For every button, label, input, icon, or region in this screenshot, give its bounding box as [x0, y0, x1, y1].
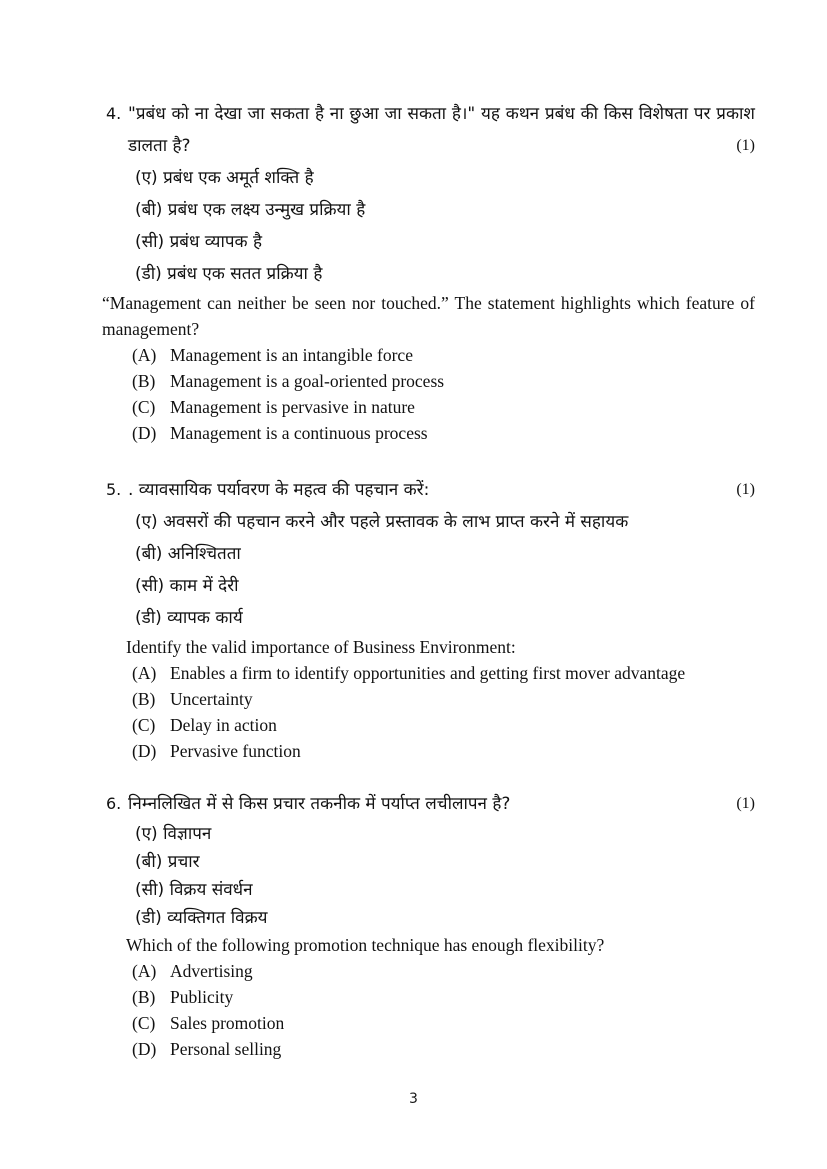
english-option-b — [132, 686, 755, 712]
option-label: (B) — [132, 689, 156, 709]
option-label: (C) — [132, 397, 156, 417]
hindi-options-list — [135, 506, 755, 634]
option-label: (A) — [132, 961, 157, 981]
question-number: 6. — [106, 794, 122, 813]
hindi-option-d: (डी) व्यक्तिगत विक्रय — [135, 908, 268, 928]
option-text: Enables a firm to identify opportunities and getting first mover advantage — [170, 663, 686, 683]
option-text: Uncertainty — [170, 689, 253, 709]
english-option-d — [132, 1036, 755, 1062]
option-text: Management is an intangible force — [170, 345, 413, 365]
question-block-5 — [106, 474, 755, 764]
question-4-header — [106, 98, 755, 162]
question-6-header — [106, 788, 755, 820]
hindi-option-d: (डी) व्यापक कार्य — [135, 608, 243, 628]
hindi-options-list — [135, 162, 755, 290]
option-text: Management is a continuous process — [170, 423, 428, 443]
option-label: (D) — [132, 423, 157, 443]
english-option-c — [132, 1010, 755, 1036]
question-text-english: Which of the following promotion technique has enough flexibility? — [126, 935, 605, 955]
hindi-option-c: (सी) काम में देरी — [135, 576, 239, 596]
hindi-options-list — [135, 820, 755, 932]
option-label: (B) — [132, 987, 156, 1007]
page-number: 3 — [409, 1091, 418, 1107]
question-marks: (1) — [736, 481, 755, 498]
option-label: (C) — [132, 1013, 156, 1033]
english-options-list — [132, 660, 755, 764]
question-text-hindi: . व्यावसायिक पर्यावरण के महत्व की पहचान करें: — [128, 480, 430, 500]
question-number: 4. — [106, 104, 122, 123]
english-option-c — [132, 394, 755, 420]
option-text: Sales promotion — [170, 1013, 285, 1033]
english-option-b — [132, 368, 755, 394]
english-option-c — [132, 712, 755, 738]
english-option-a — [132, 342, 755, 368]
hindi-option-c: (सी) प्रबंध व्यापक है — [135, 232, 263, 252]
option-text: Delay in action — [170, 715, 277, 735]
option-label: (B) — [132, 371, 156, 391]
option-text: Advertising — [170, 961, 253, 981]
hindi-option-a: (ए) प्रबंध एक अमूर्त शक्ति है — [135, 168, 314, 188]
option-text: Publicity — [170, 987, 234, 1007]
hindi-option-c: (सी) विक्रय संवर्धन — [135, 880, 253, 900]
question-block-6 — [106, 788, 755, 1062]
option-label: (D) — [132, 1039, 157, 1059]
hindi-option-d: (डी) प्रबंध एक सतत प्रक्रिया है — [135, 264, 323, 284]
hindi-option-b: (बी) प्रचार — [135, 852, 200, 872]
question-block-4 — [102, 98, 755, 446]
english-option-d — [132, 420, 755, 446]
question-text-english: Identify the valid importance of Business Environment: — [126, 637, 516, 657]
question-text-english: “Management can neither be seen nor touched.” The statement highlights which feature of management? — [102, 293, 755, 339]
hindi-option-b: (बी) अनिश्चितता — [135, 544, 241, 564]
english-options-list — [132, 342, 755, 446]
english-option-d — [132, 738, 755, 764]
english-option-b — [132, 984, 755, 1010]
option-text: Pervasive function — [170, 741, 301, 761]
english-options-list — [132, 958, 755, 1062]
option-text: Management is a goal-oriented process — [170, 371, 445, 391]
option-label: (C) — [132, 715, 156, 735]
english-option-a — [132, 660, 755, 686]
question-text-hindi: "प्रबंध को ना देखा जा सकता है ना छुआ जा सकता है।" यह कथन प्रबंध की किस विशेषता पर प्रकाश डालता है? — [128, 104, 755, 156]
hindi-option-a: (ए) अवसरों की पहचान करने और पहले प्रस्तावक के लाभ प्राप्त करने में सहायक — [135, 512, 629, 532]
question-number: 5. — [106, 480, 122, 499]
option-label: (A) — [132, 663, 157, 683]
hindi-option-a: (ए) विज्ञापन — [135, 824, 212, 844]
hindi-option-b: (बी) प्रबंध एक लक्ष्य उन्मुख प्रक्रिया है — [135, 200, 366, 220]
question-marks: (1) — [736, 795, 755, 812]
question-5-header — [106, 474, 755, 506]
question-marks: (1) — [736, 137, 755, 154]
english-option-a — [132, 958, 755, 984]
question-text-hindi: निम्नलिखित में से किस प्रचार तकनीक में पर्याप्त लचीलापन है? — [128, 794, 511, 814]
option-text: Management is pervasive in nature — [170, 397, 415, 417]
option-label: (D) — [132, 741, 157, 761]
option-text: Personal selling — [170, 1039, 282, 1059]
option-label: (A) — [132, 345, 157, 365]
